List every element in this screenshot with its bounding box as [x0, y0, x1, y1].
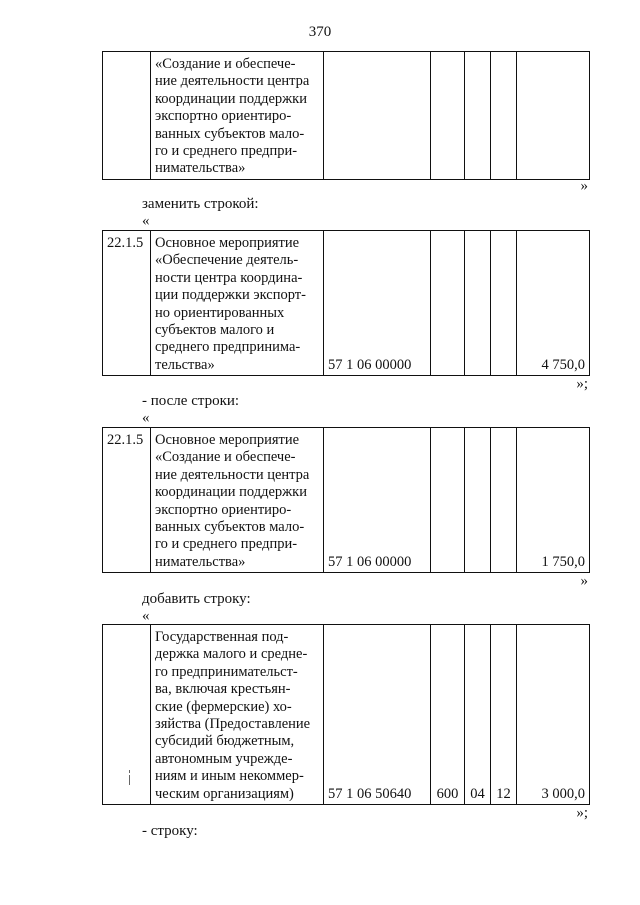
closing-quote: »; [576, 376, 588, 392]
name-line: среднего предпринима- [155, 339, 301, 356]
name-line: Основное мероприятие [155, 432, 300, 448]
closing-quote: »; [576, 805, 588, 821]
row-name-cell [151, 428, 324, 573]
name-line: ванных субъектов мало- [155, 519, 305, 536]
row-number-cell [103, 625, 151, 805]
name-line: зяйства (Предоставление [155, 716, 311, 733]
budget-table-row [102, 230, 590, 376]
name-line: экспортно ориентиро- [155, 108, 292, 125]
pr-cell [491, 231, 517, 376]
budget-table-row-new [102, 624, 590, 805]
closing-quote: » [580, 178, 588, 194]
name-line: го и среднего предпри- [155, 143, 298, 160]
vr-cell [431, 231, 465, 376]
code-cell: 57 1 06 00000 [324, 231, 431, 376]
name-line: го предпринимательст- [155, 663, 298, 680]
name-line: ние деятельности центра [155, 466, 310, 483]
rz-cell [465, 52, 491, 180]
name-line: ции поддержки экспорт- [155, 287, 306, 304]
pr-cell [491, 52, 517, 180]
page-number: 370 [308, 24, 332, 40]
name-line: но ориентированных [155, 304, 285, 321]
name-line: нимательства» [155, 160, 246, 177]
name-line: «Создание и обеспече- [155, 56, 296, 72]
amount-cell: 3 000,0 [517, 625, 590, 805]
rz-cell [465, 231, 491, 376]
margin-mark [128, 770, 130, 792]
code-cell: 57 1 06 00000 [324, 428, 431, 573]
row-number-cell: 22.1.5 [103, 231, 151, 376]
row-number-cell [103, 52, 151, 180]
code-cell [324, 52, 431, 180]
name-line: ва, включая крестьян- [155, 681, 291, 698]
amount-cell [517, 52, 590, 180]
name-line: ниям и иным некоммер- [155, 768, 304, 785]
vr-cell [431, 52, 465, 180]
name-line: ванных субъектов мало- [155, 125, 305, 142]
opening-quote: « [142, 213, 150, 229]
instruction-line: - строку: [142, 823, 198, 839]
name-line: Основное мероприятие [155, 235, 300, 251]
opening-quote: « [142, 410, 150, 426]
budget-table-row-continued [102, 51, 590, 180]
rz-cell: 04 [465, 625, 491, 805]
name-line: «Создание и обеспече- [155, 449, 296, 466]
rz-cell [465, 428, 491, 573]
vr-cell: 600 [431, 625, 465, 805]
row-name-cell [151, 231, 324, 376]
name-line: нимательства» [155, 553, 246, 570]
name-line: координации поддержки [155, 484, 307, 501]
row-name-cell [151, 625, 324, 805]
name-line: автономным учрежде- [155, 750, 293, 767]
name-line: экспортно ориентиро- [155, 501, 292, 518]
pr-cell [491, 428, 517, 573]
name-line: субъектов малого и [155, 322, 275, 339]
name-line: Государственная под- [155, 629, 289, 645]
amount-cell: 1 750,0 [517, 428, 590, 573]
vr-cell [431, 428, 465, 573]
row-name-cell [151, 52, 324, 180]
name-line: тельства» [155, 356, 215, 373]
pr-cell: 12 [491, 625, 517, 805]
instruction-add: добавить строку: [142, 591, 251, 607]
name-line: ческим организациям) [155, 785, 294, 802]
name-line: ские (фермерские) хо- [155, 698, 292, 715]
name-line: го и среднего предпри- [155, 536, 298, 553]
name-line: координации поддержки [155, 90, 307, 107]
name-line: субсидий бюджетным, [155, 733, 295, 750]
instruction-replace: заменить строкой: [142, 196, 259, 212]
closing-quote: » [580, 573, 588, 589]
amount-cell: 4 750,0 [517, 231, 590, 376]
name-line: ности центра координа- [155, 269, 303, 286]
name-line: ние деятельности центра [155, 73, 310, 90]
name-line: держка малого и средне- [155, 646, 308, 663]
budget-table-row [102, 427, 590, 573]
opening-quote: « [142, 608, 150, 624]
row-number-cell: 22.1.5 [103, 428, 151, 573]
code-cell: 57 1 06 50640 [324, 625, 431, 805]
instruction-after: - после строки: [142, 393, 240, 409]
name-line: «Обеспечение деятель- [155, 252, 299, 269]
